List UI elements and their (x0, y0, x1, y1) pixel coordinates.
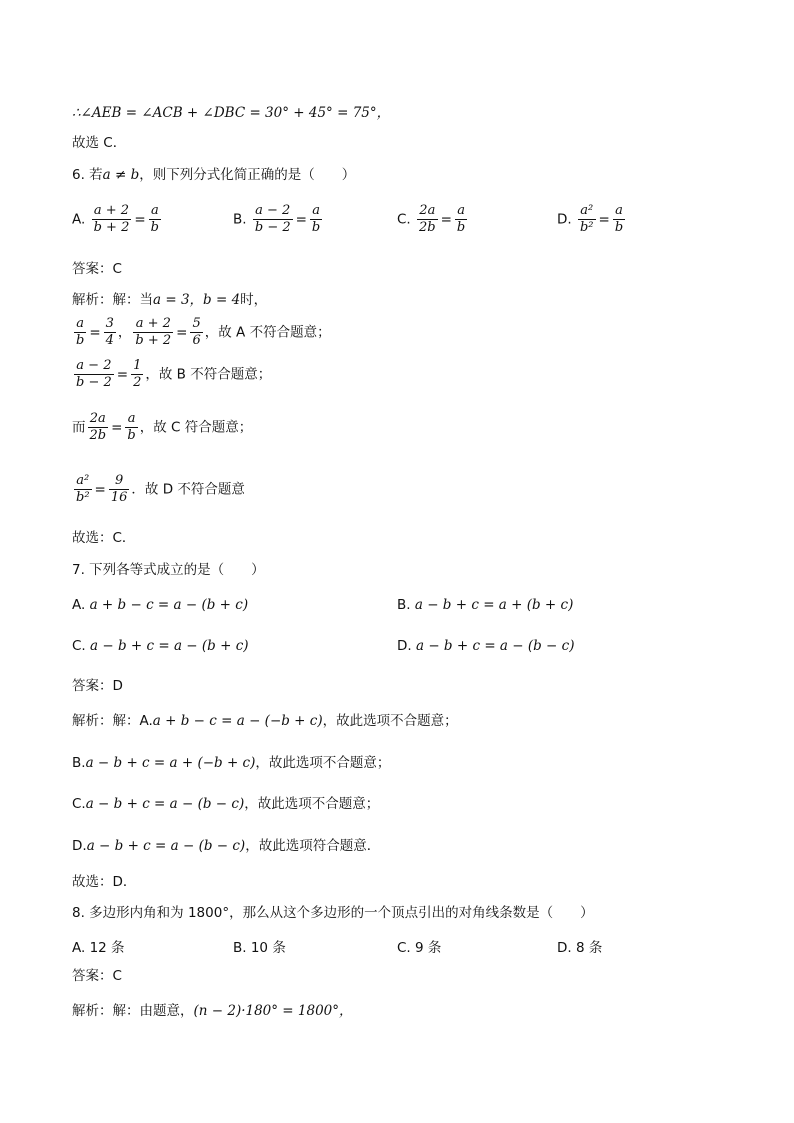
q8-answer: 答案：C (72, 968, 122, 984)
q6-condition: a ≠ b (102, 167, 140, 183)
q8-option-a: A. 12 条 (72, 940, 125, 956)
q7-option-d: D. a − b + c = a − (b − c) (397, 638, 575, 654)
q6-stem: 6. 若a ≠ b，则下列分式化简正确的是（ ） (72, 167, 356, 183)
q7-choice: 故选：D． (72, 874, 137, 890)
q6-analysis-line-2: $\frac{a - 2}{b - 2}$ = $\frac{1}{2}$ ，故 B 不符合题意； (76, 358, 272, 390)
q7-option-a: A. a + b − c = a − (b + c) (72, 597, 249, 613)
q7-stem: 7. 下列各等式成立的是（ ） (72, 562, 265, 578)
q7-analysis-c: C.a − b + c = a − (b − c)，故此选项不合题意； (72, 796, 380, 812)
prev-choice: 故选 C． (72, 135, 127, 151)
q7-option-c: C. a − b + c = a − (b + c) (72, 638, 249, 654)
q8-option-c: C. 9 条 (397, 940, 442, 956)
q6-option-b: B. $\frac{a - 2}{b - 2}$ = $\frac{a}{b}$ (233, 203, 321, 235)
q6-choice: 故选：C． (72, 530, 136, 546)
q6-option-c: C. $\frac{2a}{2b}$ = $\frac{a}{b}$ (397, 203, 466, 235)
q8-option-b: B. 10 条 (233, 940, 286, 956)
q7-analysis-a: 解析：解：A.a + b − c = a − (−b + c)，故此选项不合题意； (72, 713, 458, 729)
q6-analysis-line-1: $\frac{a}{b}$ = $\frac{3}{4}$ ， $\frac{a + 2}{b + 2}$ = $\frac{5}{6}$ ，故 A 不符合题意； (76, 316, 331, 348)
q6-analysis-intro: 解析：解：当a = 3，b = 4时， (72, 292, 268, 308)
q7-analysis-d: D.a − b + c = a − (b − c)，故此选项符合题意． (72, 838, 381, 854)
q6-answer: 答案：C (72, 261, 122, 277)
q8-stem: 8. 多边形内角和为 1800°，那么从这个多边形的一个顶点引出的对角线条数是（ ） (72, 905, 594, 921)
q6-option-d: D. $\frac{\text{a²}}{\text{b²}}$ = $\frac{a}{b}$ (557, 203, 624, 235)
prev-conclusion-text: ∴∠AEB = ∠ACB + ∠DBC = 30° + 45° = 75°， (72, 105, 391, 121)
q8-analysis: 解析：解：由题意，(n − 2)·180° = 1800°， (72, 1003, 353, 1019)
q7-analysis-b: B.a − b + c = a + (−b + c)，故此选项不合题意； (72, 755, 391, 771)
q6-analysis-line-3: 而 $\frac{2a}{2b}$ = $\frac{a}{b}$ ，故 C 符合题意； (72, 411, 253, 443)
q6-option-a: A. $\frac{a + 2}{b + 2}$ = $\frac{a}{b}$ (72, 203, 159, 235)
q7-answer: 答案：D (72, 678, 123, 694)
prev-conclusion-equation (72, 104, 390, 122)
q7-option-b: B. a − b + c = a + (b + c) (397, 597, 574, 613)
q6-analysis-line-4: $\frac{\text{a²}}{\text{b²}}$ = $\frac{9}{16}$ ．故 D 不符合题意 (76, 473, 245, 505)
q8-option-d: D. 8 条 (557, 940, 603, 956)
